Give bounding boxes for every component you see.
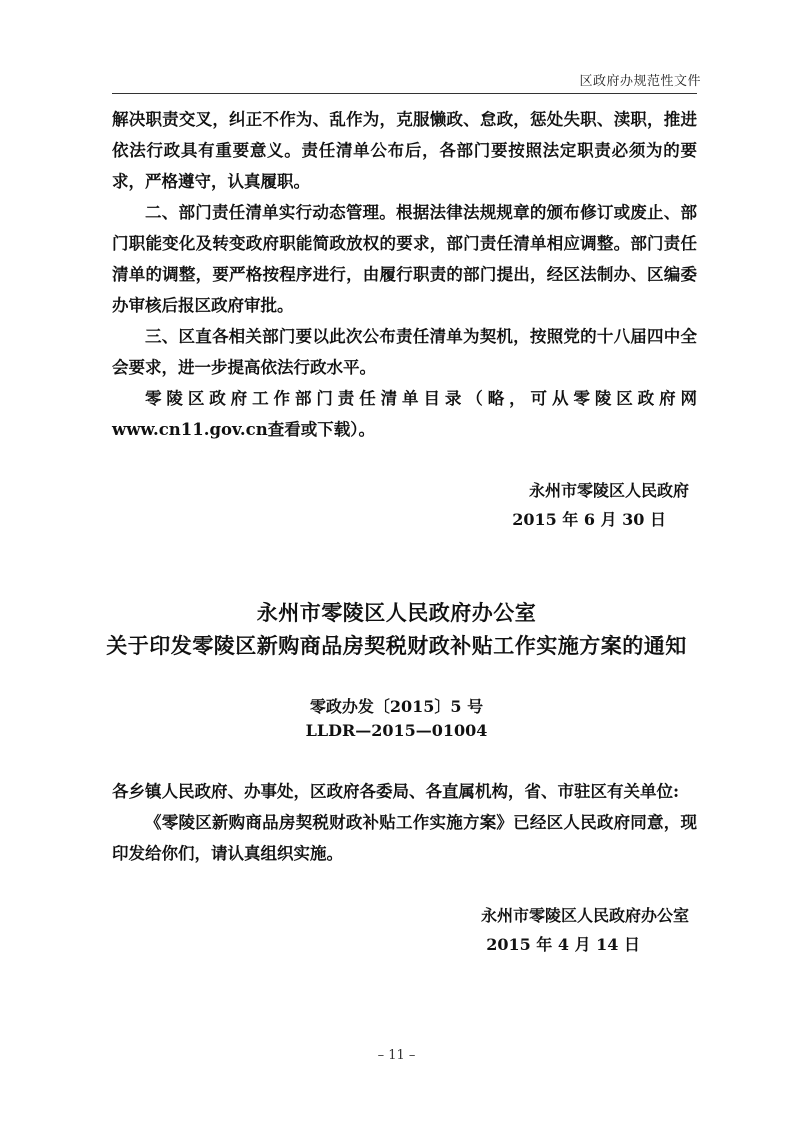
notice-title-line2: 关于印发零陵区新购商品房契税财政补贴工作实施方案的通知	[106, 634, 687, 658]
running-header: 区政府办规范性文件	[579, 74, 701, 89]
notice-doc-number: 零政办发〔2015〕5 号	[309, 697, 484, 716]
section1-signature-org: 永州市零陵区人民政府	[528, 481, 689, 500]
notice-body-paragraph: 《零陵区新购商品房契税财政补贴工作实施方案》已经区人民政府同意，现印发给你们，请认真组织实施。	[112, 813, 697, 863]
notice-registration-code: LLDR—2015—01004	[305, 721, 488, 740]
notice-body	[112, 776, 697, 869]
section1-signature-date: 2015 年 6 月 30 日	[512, 510, 666, 529]
header-rule	[112, 93, 697, 94]
section1-paragraph-1: 解决职责交叉，纠正不作为、乱作为，克服懒政、怠政，惩处失职、渎职，推进依法行政具有重要意义。责任清单公布后，各部门要按照法定职责必须为的要求，严格遵守，认真履职。	[112, 110, 697, 191]
section1-paragraph-4: 零陵区政府工作部门责任清单目录（略，可从零陵区政府网 www.cn11.gov.cn查看或下载）。	[112, 389, 697, 439]
section1-paragraph-3: 三、区直各相关部门要以此次公布责任清单为契机，按照党的十八届四中全会要求，进一步提高依法行政水平。	[112, 327, 697, 377]
notice-signature-date: 2015 年 4 月 14 日	[486, 935, 640, 954]
section1-paragraph-2: 二、部门责任清单实行动态管理。根据法律法规规章的颁布修订或废止、部门职能变化及转变政府职能简政放权的要求，部门责任清单相应调整。部门责任清单的调整，要严格按程序进行，由履行职责的部门提出，经区法制办、区编委办审核后报区政府审批。	[112, 203, 697, 315]
page-number: – 11 –	[377, 1048, 416, 1063]
section1-body	[112, 104, 697, 445]
notice-signature-org: 永州市零陵区人民政府办公室	[480, 906, 689, 925]
notice-title-line1: 永州市零陵区人民政府办公室	[256, 601, 537, 625]
notice-addressees: 各乡镇人民政府、办事处，区政府各委局、各直属机构，省、市驻区有关单位:	[112, 782, 680, 801]
